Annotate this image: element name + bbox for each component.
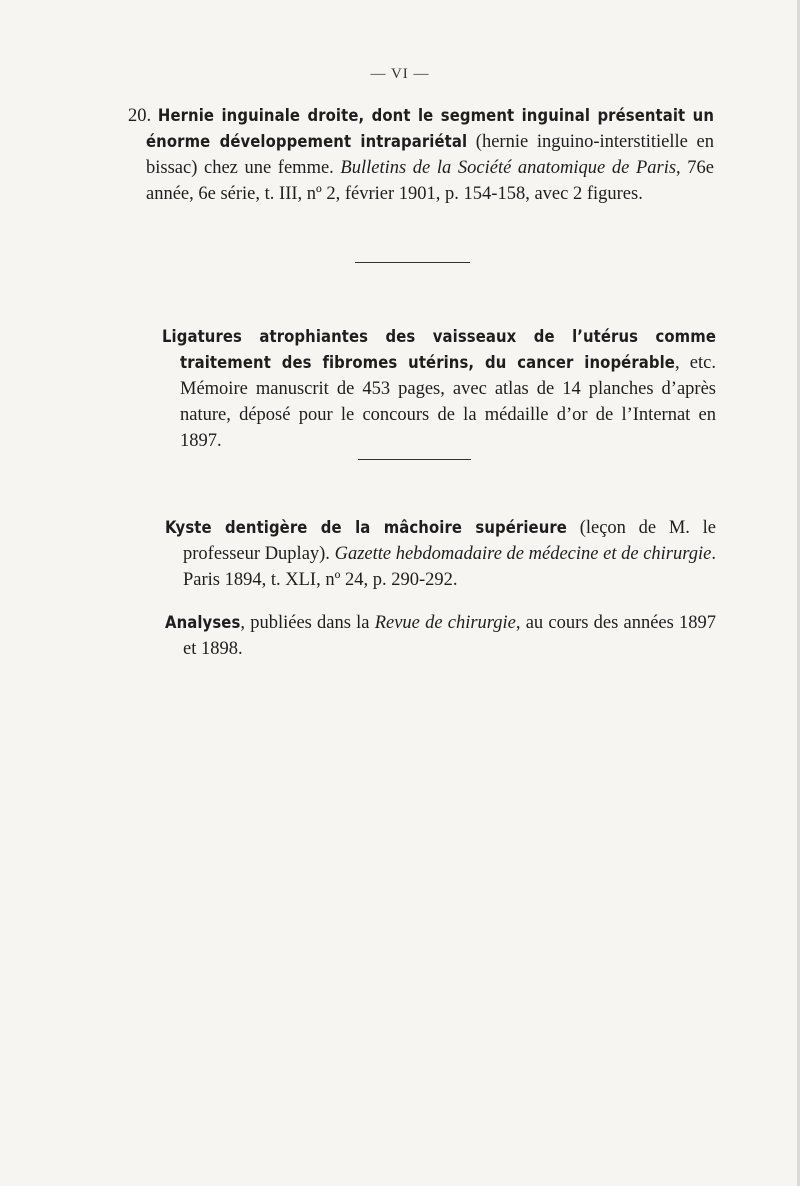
page-number: — VI — bbox=[370, 66, 430, 82]
entry-text: (leçon de M. le professeur Duplay). bbox=[183, 518, 716, 564]
journal-title: Bulletins de la Société anatomique de Paris bbox=[340, 158, 677, 178]
entry-title: Analyses bbox=[165, 613, 241, 632]
entry-title: Hernie inguinale droite, dont le segment inguinal présentait un énorme développement intrapariétal bbox=[146, 106, 715, 151]
entry-citation: . Paris 1894, t. XLI, nº 24, p. 290-292. bbox=[183, 544, 716, 590]
journal-title: Revue de chirurgie bbox=[374, 613, 516, 633]
entry-ligatures bbox=[162, 324, 716, 454]
entry-text: (hernie inguino-interstitielle en bissac) chez une femme. bbox=[146, 132, 714, 178]
entry-text: , publiées dans la bbox=[240, 613, 375, 633]
entry-title: Kyste dentigère de la mâchoire supérieure bbox=[165, 518, 567, 537]
entry-text: , etc. Mémoire manuscrit de 453 pages, avec atlas de 14 planches d’après nature, déposé pour le concours de la médaille d’or de l’Internat en 1897. bbox=[180, 353, 716, 451]
entry-kyste bbox=[165, 515, 716, 593]
entry-title: Ligatures atrophiantes des vaisseaux de l’utérus comme traitement des fibromes utérins, du cancer inopérable bbox=[162, 327, 716, 372]
section-divider bbox=[358, 459, 471, 460]
entry-citation: , 76e année, 6e série, t. III, nº 2, février 1901, p. 154-158, avec 2 figures. bbox=[146, 158, 714, 204]
entry-number: 20. bbox=[128, 106, 152, 126]
entry-20 bbox=[128, 103, 714, 207]
entry-analyses bbox=[165, 610, 716, 662]
section-divider bbox=[355, 262, 470, 263]
journal-title: Gazette hebdomadaire de médecine et de chirurgie bbox=[334, 544, 712, 564]
entry-citation: , au cours des années 1897 et 1898. bbox=[183, 613, 717, 659]
